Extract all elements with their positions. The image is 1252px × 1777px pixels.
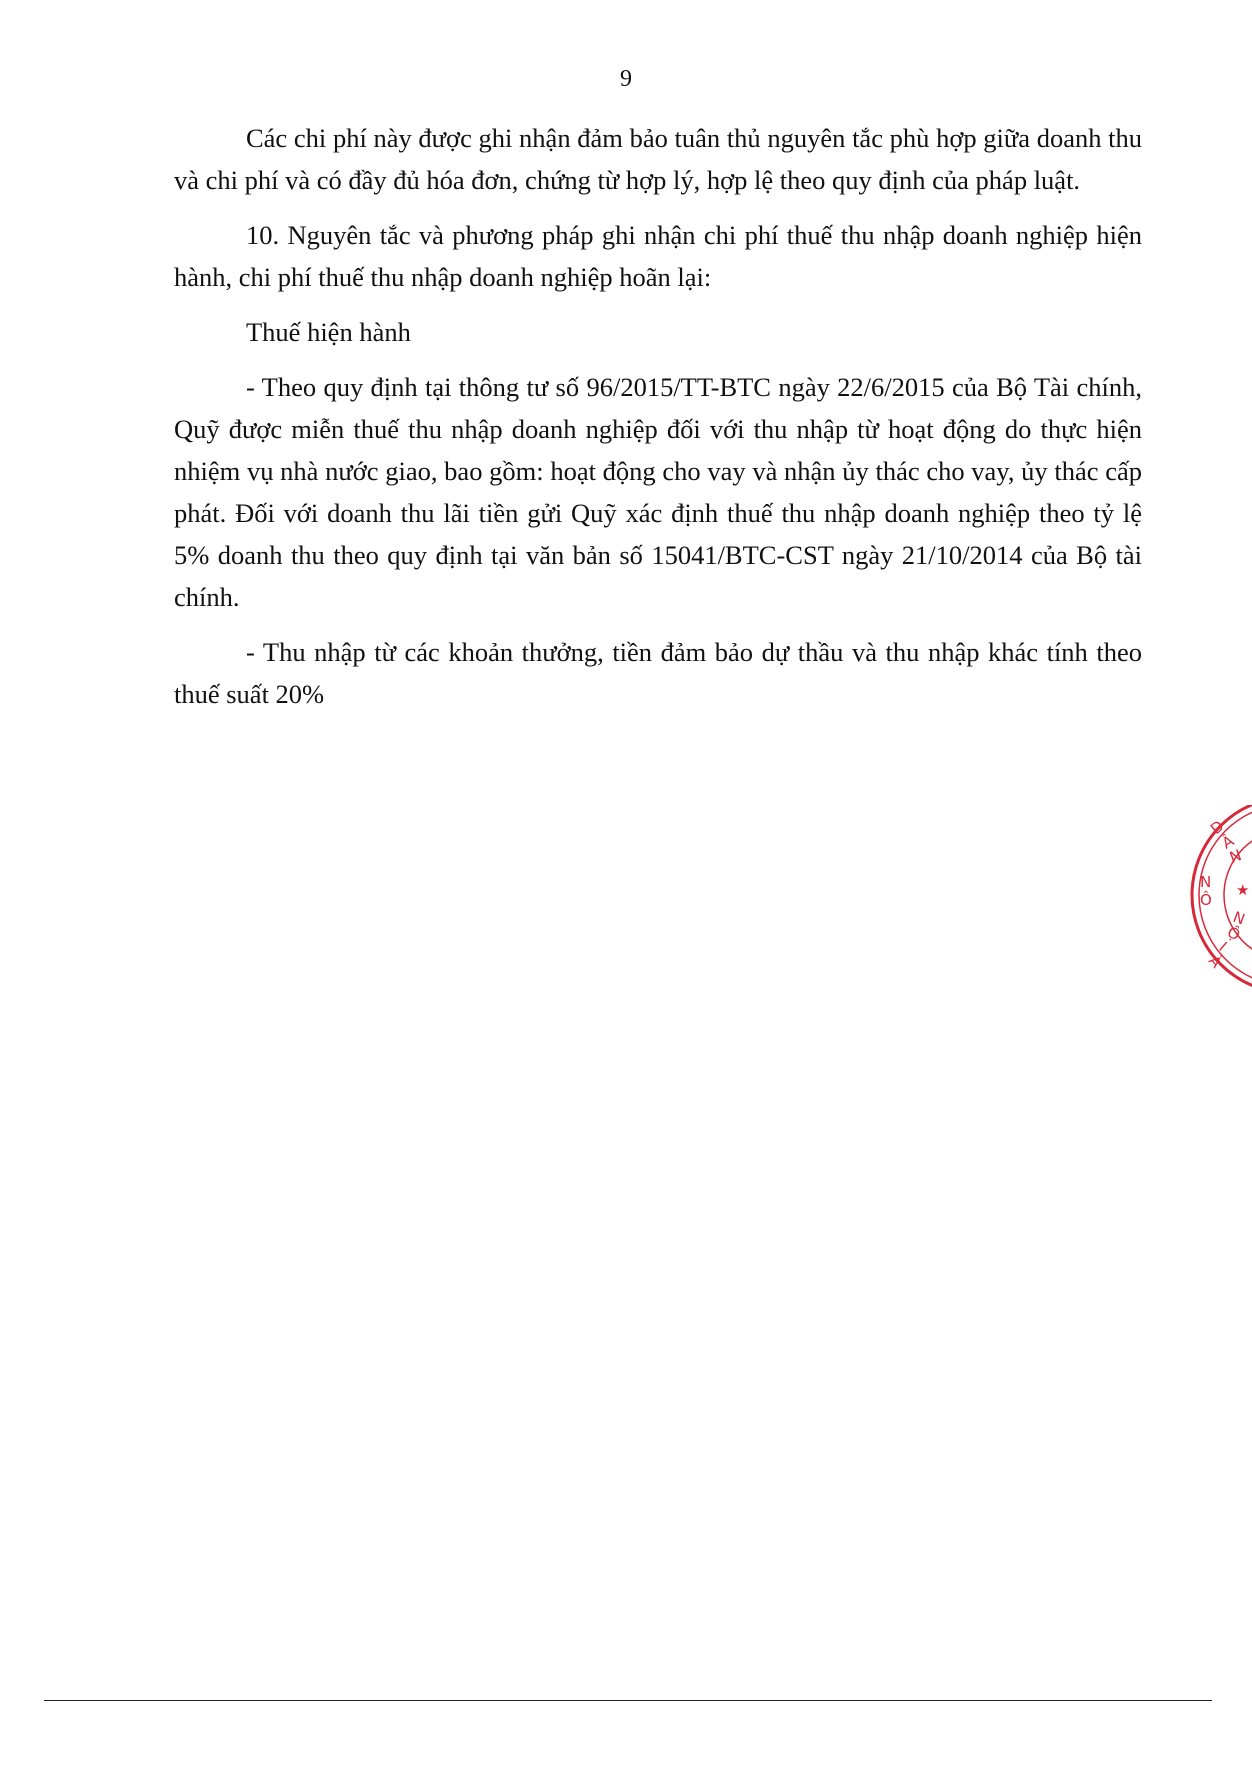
svg-text:Ộ: Ộ [1224, 922, 1244, 945]
paragraph-expense-recognition: Các chi phí này được ghi nhận đảm bảo tuân thủ nguyên tắc phù hợp giữa doanh thu và chi phí và có đầy đủ hóa đơn, chứng từ hợp lý, hợp lệ theo quy định của pháp luật. [174, 123, 1142, 195]
svg-text:D: D [1207, 816, 1228, 839]
svg-text:Â: Â [1219, 831, 1237, 853]
document-body [174, 117, 1142, 728]
paragraph-current-tax-title: Thuế hiện hành [246, 317, 411, 347]
svg-text:N: N [1200, 873, 1212, 891]
paragraph-tax-principle-heading: 10. Nguyên tắc và phương pháp ghi nhận chi phí thuế thu nhập doanh nghiệp hiện hành, chi phí thuế thu nhập doanh nghiệp hoãn lại: [174, 220, 1142, 292]
svg-text:★: ★ [1236, 881, 1250, 899]
svg-text:I: I [1215, 938, 1231, 955]
paragraph-tax-exemption: - Theo quy định tại thông tư số 96/2015/TT-BTC ngày 22/6/2015 của Bộ Tài chính, Quỹ được miễn thuế thu nhập doanh nghiệp đối với thu nhập từ hoạt động do thực hiện nhiệm vụ nhà nước giao, bao gồm: hoạt động cho vay và nhận ủy thác cho vay, ủy thác cấp phát. Đối với doanh thu lãi tiền gửi Quỹ xác định thuế thu nhập doanh nghiệp theo tỷ lệ 5% doanh thu theo quy định tại văn bản số 15041/BTC-CST ngày 21/10/2014 của Bộ tài chính. [174, 372, 1142, 612]
svg-text:Ô: Ô [1200, 891, 1212, 909]
page-number: 9 [620, 66, 632, 92]
paragraph-other-income-tax: - Thu nhập từ các khoản thưởng, tiền đảm bảo dự thầu và thu nhập khác tính theo thuế suất 20% [174, 637, 1142, 709]
footer-divider [44, 1700, 1212, 1701]
seal-icon [1186, 805, 1252, 991]
svg-text:N: N [1227, 846, 1244, 867]
svg-text:N: N [1230, 907, 1248, 929]
svg-text:À: À [1204, 952, 1226, 972]
red-seal-stamp [1186, 805, 1252, 991]
